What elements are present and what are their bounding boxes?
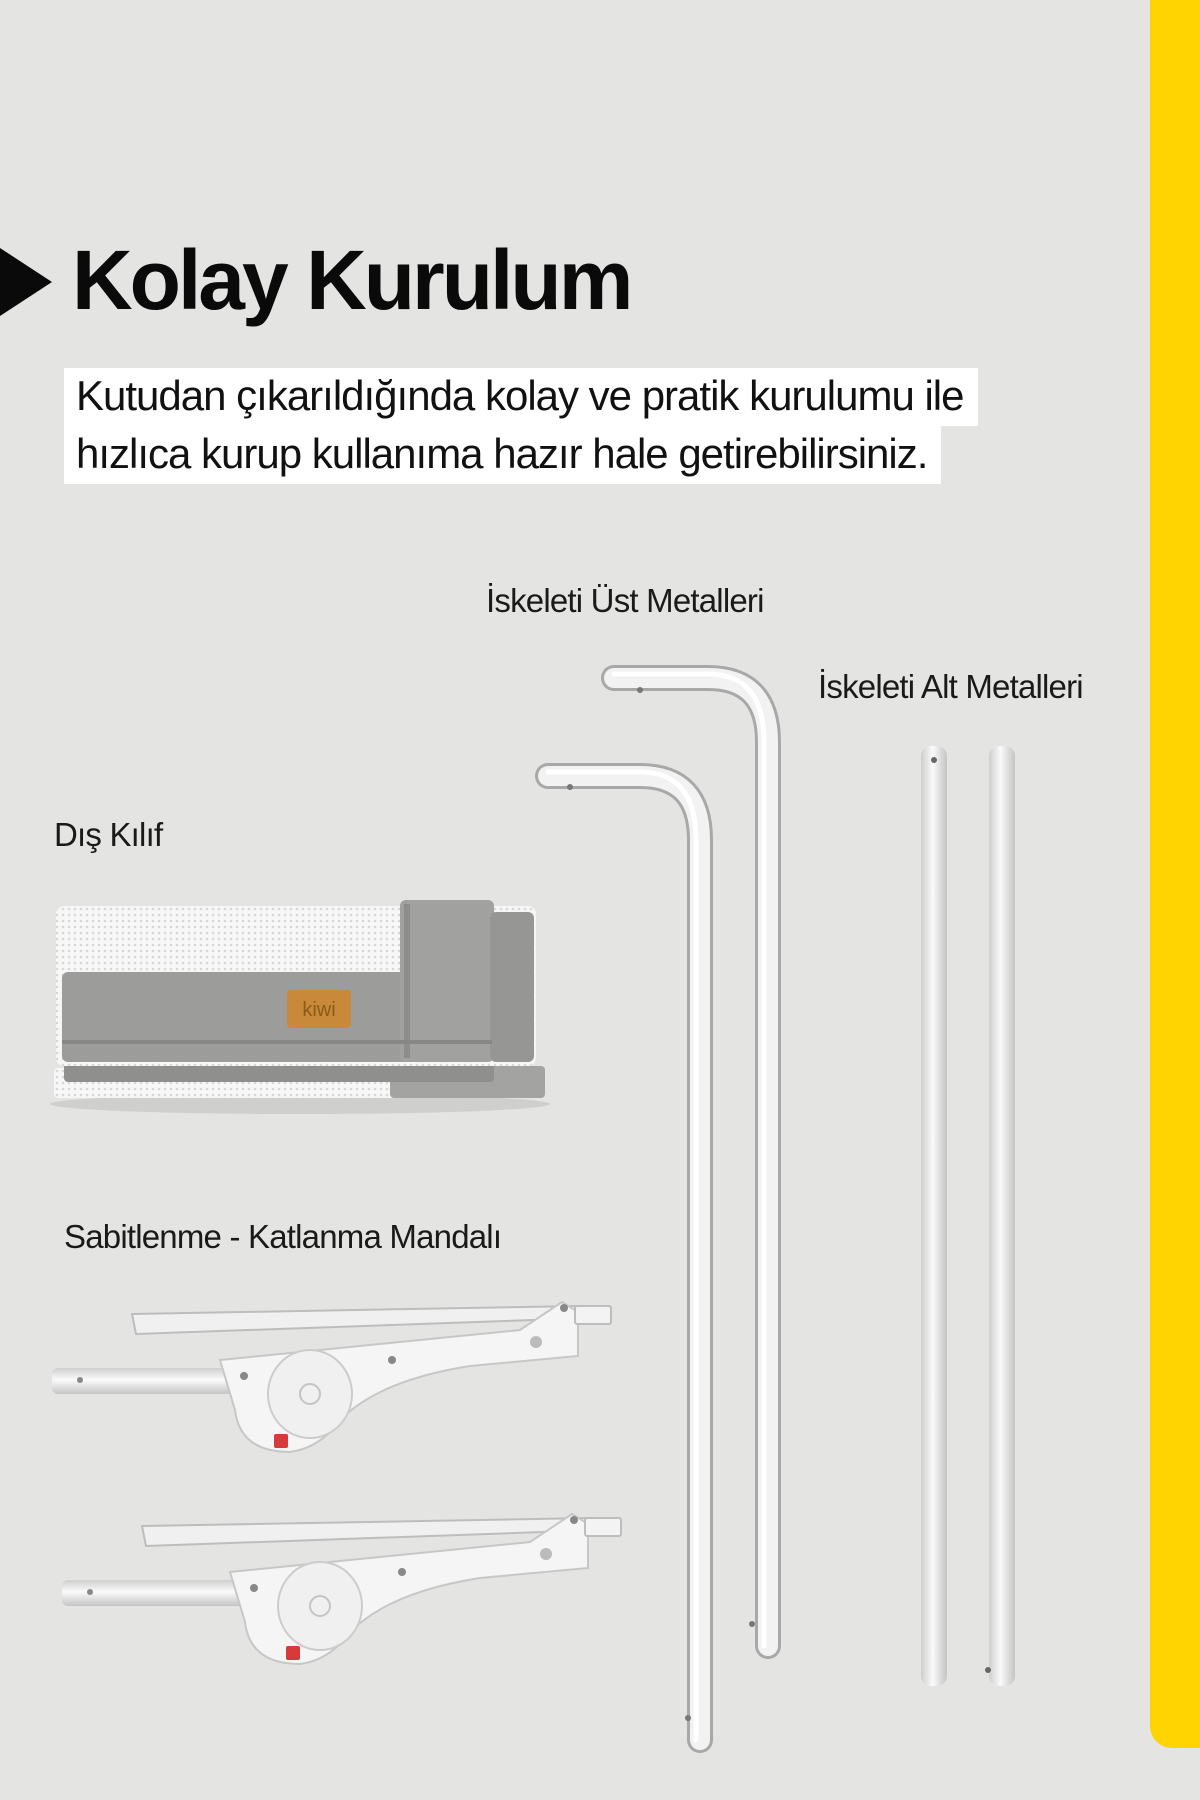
label-latch: Sabitlenme - Katlanma Mandalı: [64, 1218, 502, 1255]
bottom-frame-metal-2: [985, 746, 1015, 1686]
label-outer-cover: Dış Kılıf: [54, 816, 163, 853]
kiwi-brand-tag: kiwi: [302, 999, 336, 1021]
page-title: Kolay Kurulum: [72, 233, 631, 327]
label-top-frame: İskeleti Üst Metalleri: [486, 582, 764, 619]
description-line-2: hızlıca kurup kullanıma hazır hale getirebilirsiniz.: [64, 426, 941, 484]
outer-cover-folded: [50, 900, 550, 1114]
label-bottom-frame: İskeleti Alt Metalleri: [818, 668, 1083, 705]
latch-2: [62, 1514, 621, 1664]
top-frame-metal-1: [548, 772, 700, 1740]
latch-1: [52, 1302, 611, 1452]
description-line-1: Kutudan çıkarıldığında kolay ve pratik kurulumu ile: [64, 368, 978, 426]
bottom-frame-metal-1: [921, 746, 947, 1686]
